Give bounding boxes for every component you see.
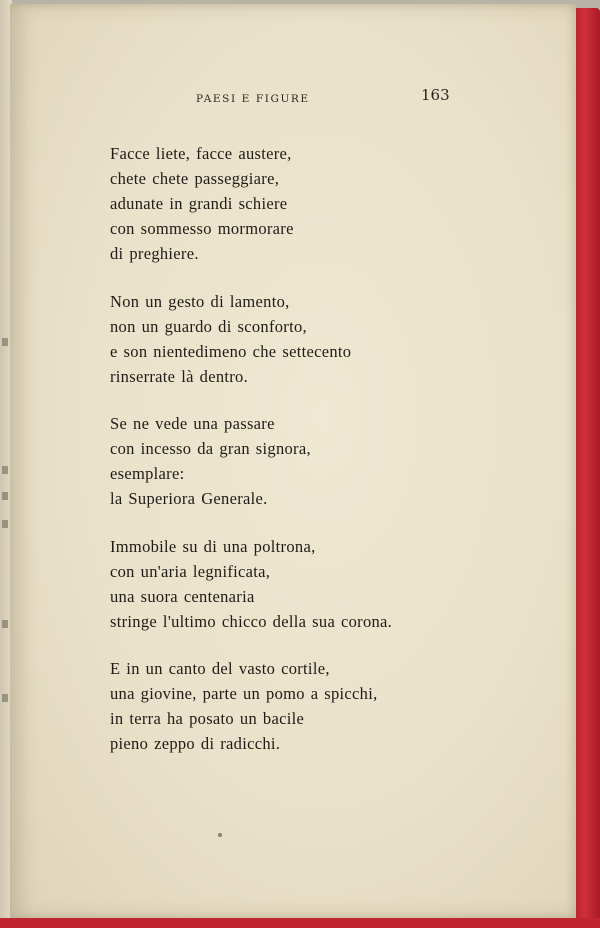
- stanza: [110, 289, 550, 389]
- facing-page-text-fragment: [2, 492, 8, 500]
- verse-line: rinserrate là dentro.: [110, 366, 249, 386]
- verse-line: non un guardo di sconforto,: [110, 316, 307, 336]
- verse-line: con sommesso mormorare: [110, 219, 294, 238]
- verse-line: Immobile su di una poltrona,: [110, 536, 316, 556]
- running-head: PAESI E FIGURE: [196, 93, 310, 105]
- facing-page-text-fragment: [2, 694, 8, 702]
- stanza: [110, 534, 550, 634]
- verse-line: Se ne vede una passare: [110, 414, 275, 433]
- verse-line: con un'aria legnificata,: [110, 561, 271, 581]
- page-number: 163: [421, 86, 450, 104]
- facing-page-text-fragment: [2, 520, 8, 528]
- verse-line: Facce liete, facce austere,: [110, 144, 292, 163]
- poem: [110, 141, 550, 779]
- verse-line: pieno zeppo di radicchi.: [110, 734, 281, 753]
- book-page: [10, 4, 576, 918]
- verse-line: di preghiere.: [110, 244, 199, 263]
- paper-speck: [218, 833, 222, 837]
- verse-line: E in un canto del vasto cortile,: [110, 659, 330, 678]
- verse-line: con incesso da gran signora,: [110, 439, 311, 458]
- verse-line: in terra ha posato un bacile: [110, 709, 305, 728]
- verse-line: e son nientedimeno che settecento: [110, 341, 352, 361]
- facing-page-text-fragment: [2, 338, 8, 346]
- book-cover-edge: [572, 8, 600, 924]
- stanza: [110, 141, 550, 266]
- facing-page-text-fragment: [2, 466, 8, 474]
- verse-line: adunate in grandi schiere: [110, 194, 288, 213]
- verse-line: una suora centenaria: [110, 586, 255, 606]
- stanza: [110, 411, 550, 511]
- verse-line: stringe l'ultimo chicco della sua corona.: [110, 611, 393, 631]
- verse-line: Non un gesto di lamento,: [110, 291, 290, 311]
- verse-line: esemplare:: [110, 464, 185, 483]
- book-cover-bottom: [0, 918, 600, 928]
- facing-page-text-fragment: [2, 620, 8, 628]
- verse-line: una giovine, parte un pomo a spicchi,: [110, 684, 378, 703]
- verse-line: la Superiora Generale.: [110, 489, 268, 508]
- stanza: [110, 656, 550, 756]
- verse-line: chete chete passeggiare,: [110, 169, 280, 188]
